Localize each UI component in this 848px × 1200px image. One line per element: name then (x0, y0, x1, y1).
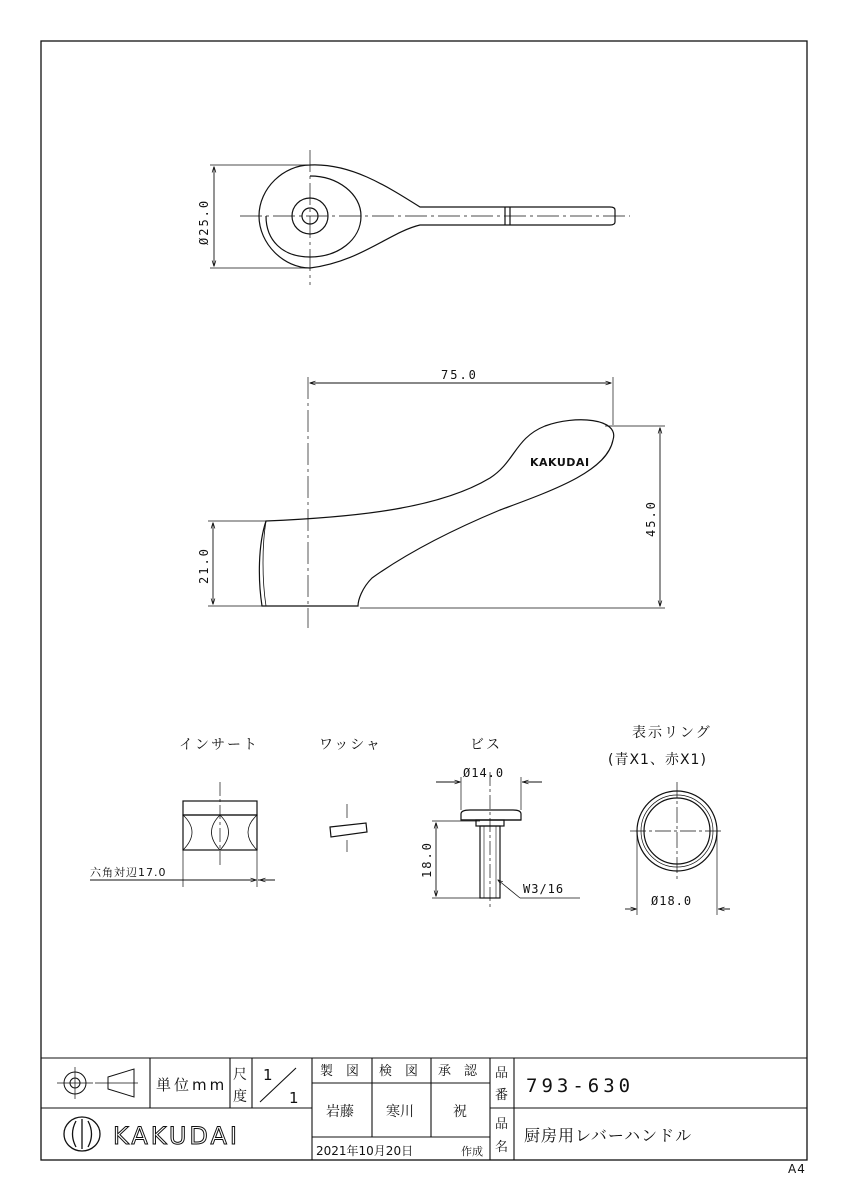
part-no-label-1: 品 (495, 1066, 509, 1081)
brand-name: KAKUDAI (113, 1122, 240, 1150)
part-name-label-1: 品 (495, 1117, 509, 1132)
dim-hex-label: 六角対辺17.0 (90, 866, 167, 879)
part-name-label-2: 名 (495, 1140, 509, 1155)
scale-numerator: 1 (263, 1066, 273, 1084)
thread-label: W3/16 (523, 882, 565, 896)
scale-denominator: 1 (289, 1089, 299, 1107)
part-name: 厨房用レバーハンドル (524, 1126, 693, 1145)
checked-by-label: 検 図 (379, 1064, 419, 1079)
lever-side-outline (259, 420, 613, 606)
projection-symbol-icon (57, 1067, 138, 1099)
paper-size: A4 (788, 1162, 806, 1176)
part-no-label-2: 番 (495, 1088, 509, 1103)
part-label-washer: ワッシャ (319, 737, 383, 753)
washer-part (330, 804, 367, 852)
dim-top-diameter-label: Ø25.0 (197, 198, 211, 245)
approved-by-name: 祝 (453, 1104, 467, 1120)
scale-label-2: 度 (233, 1089, 247, 1105)
dim-ring-label: Ø18.0 (651, 894, 693, 908)
drawn-by-name: 岩藤 (326, 1104, 354, 1120)
part-label-insert: インサート (179, 737, 259, 753)
kakudai-logo-icon (64, 1117, 100, 1151)
dim-screw-length-label: 18.0 (420, 841, 434, 878)
unit-label: 単位mm (156, 1076, 228, 1094)
scale-label-1: 尺 (233, 1067, 247, 1083)
part-label-ring-note: (青X1、赤X1) (608, 752, 707, 768)
approved-by-label: 承 認 (438, 1064, 478, 1079)
engraving-kakudai: KAKUDAI (530, 456, 590, 469)
side-view (208, 377, 665, 628)
part-number: 793-630 (526, 1075, 635, 1097)
lever-top-outline (259, 165, 615, 268)
date-suffix: 作成 (461, 1145, 483, 1158)
dim-base-height-label: 21.0 (197, 547, 211, 584)
part-label-screw: ビス (470, 737, 502, 753)
dim-length-label: 75.0 (441, 368, 478, 382)
drawing-frame (41, 41, 807, 1160)
top-view (210, 150, 630, 285)
dim-height-label: 45.0 (644, 500, 658, 537)
checked-by-name: 寒川 (386, 1104, 414, 1120)
part-label-ring: 表示リング (632, 725, 712, 741)
date-created: 2021年10月20日 (316, 1144, 414, 1158)
drawn-by-label: 製 図 (320, 1064, 360, 1079)
dim-screw-head-label: Ø14.0 (463, 766, 505, 780)
